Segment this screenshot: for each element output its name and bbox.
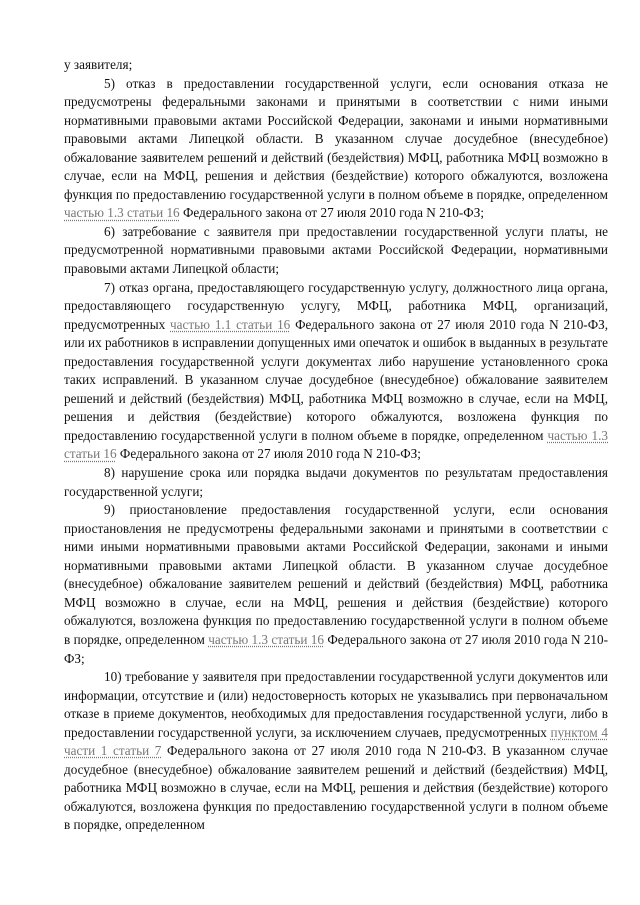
item-7-text-end: Федерального закона от 27 июля 2010 года N 210-ФЗ; (119, 446, 421, 462)
item-9-law-link[interactable]: частью 1.3 статьи 16 (208, 631, 324, 647)
item-7-law-link[interactable]: частью 1.1 статьи 16 (170, 316, 291, 332)
paragraph-item-10 (64, 668, 608, 835)
paragraph-item-5 (64, 75, 608, 223)
item-7-law-link-2[interactable]: частью 1.3 статьи 16 (64, 427, 609, 462)
paragraph-item-6 (64, 223, 608, 279)
item-10-text-end: Федерального закона от 27 июля 2010 года N 210-ФЗ. В указанном случае досудебное (внесудебное) обжалование заявителем решений и действий (бездействия) МФЦ, работника МФЦ возможно в случае, если на МФЦ, решения и действия (бездействие) которого обжалуются, возложена функция по предоставлению государственной услуги в полном объеме в порядке, определенном (64, 743, 608, 833)
item-5-text: 5) отказ в предоставлении государственной услуги, если основания отказа не предусмотрены федеральными законами и принятыми в соответствии с ними иными нормативными правовыми актами Российской Федерации, законами и иными нормативными правовыми актами Липецкой области. В указанном случае досудебное (внесудебное) обжалование заявителем решений и действий (бездействия) МФЦ, работника МФЦ возможно в случае, если на МФЦ, решения и действия (бездействие) которого обжалуются, возложена функция по предоставлению государственной услуги в полном объеме в порядке, определенном (64, 75, 608, 202)
paragraph-intro (64, 56, 608, 75)
item-8-text: 8) нарушение срока или порядка выдачи документов по результатам предоставления государственной услуги; (64, 465, 608, 499)
item-10-law-link[interactable]: пунктом 4 части 1 статьи 7 (64, 724, 608, 759)
document-page (64, 56, 608, 835)
paragraph-item-7 (64, 279, 608, 464)
item-10-text: 10) требование у заявителя при предоставлении государственной услуги документов или информации, отсутствие и (или) недостоверность которых не указывались при первоначальном отказе в приеме документов, необходимых для предоставления государственной услуги, либо в предоставлении государственной услуги, за исключением случаев, предусмотренных (64, 669, 608, 740)
item-9-text-end: Федерального закона от 27 июля 2010 года N 210-ФЗ; (64, 631, 609, 666)
item-6-text: 6) затребование с заявителя при предоставлении государственной услуги платы, не предусмотренной нормативными правовыми актами Российской Федерации, нормативными правовыми актами Липецкой области; (64, 223, 608, 277)
paragraph-item-8 (64, 464, 608, 501)
paragraph-item-9 (64, 501, 608, 668)
item-7-text-middle: Федерального закона от 27 июля 2010 года N 210-ФЗ, или их работников в исправлении допущенных ими опечаток и ошибок в выданных в результате предоставления государственной услуги документах либо нарушение установленного срока таких исправлений. В указанном случае досудебное (внесудебное) обжалование заявителем решений и действий (бездействия) МФЦ, работника МФЦ возможно в случае, если на МФЦ, решения и действия (бездействие) которого обжалуются, возложена функция по предоставлению государственной услуги в полном объеме в порядке, определенном (64, 316, 609, 443)
item-5-text-end: Федерального закона от 27 июля 2010 года N 210-ФЗ; (182, 205, 484, 221)
item-5-law-link[interactable]: частью 1.3 статьи 16 (64, 205, 180, 221)
item-7-text: 7) отказ органа, предоставляющего государственную услугу, должностного лица органа, предоставляющего государственную услугу, МФЦ, работника МФЦ, организаций, предусмотренных (64, 279, 608, 332)
intro-text: у заявителя; (64, 57, 133, 72)
item-9-text: 9) приостановление предоставления государственной услуги, если основания приостановления не предусмотрены федеральными законами и принятыми в соответствии с ними иными нормативными правовыми актами Российской Федерации, законами и иными нормативными правовыми актами Липецкой области. В указанном случае досудебное (внесудебное) обжалование заявителем решений и действий (бездействия) МФЦ, работника МФЦ возможно в случае, если на МФЦ, решения и действия (бездействие) которого обжалуются, возложена функция по предоставлению государственной услуги в полном объеме в порядке, определенном (64, 502, 608, 647)
